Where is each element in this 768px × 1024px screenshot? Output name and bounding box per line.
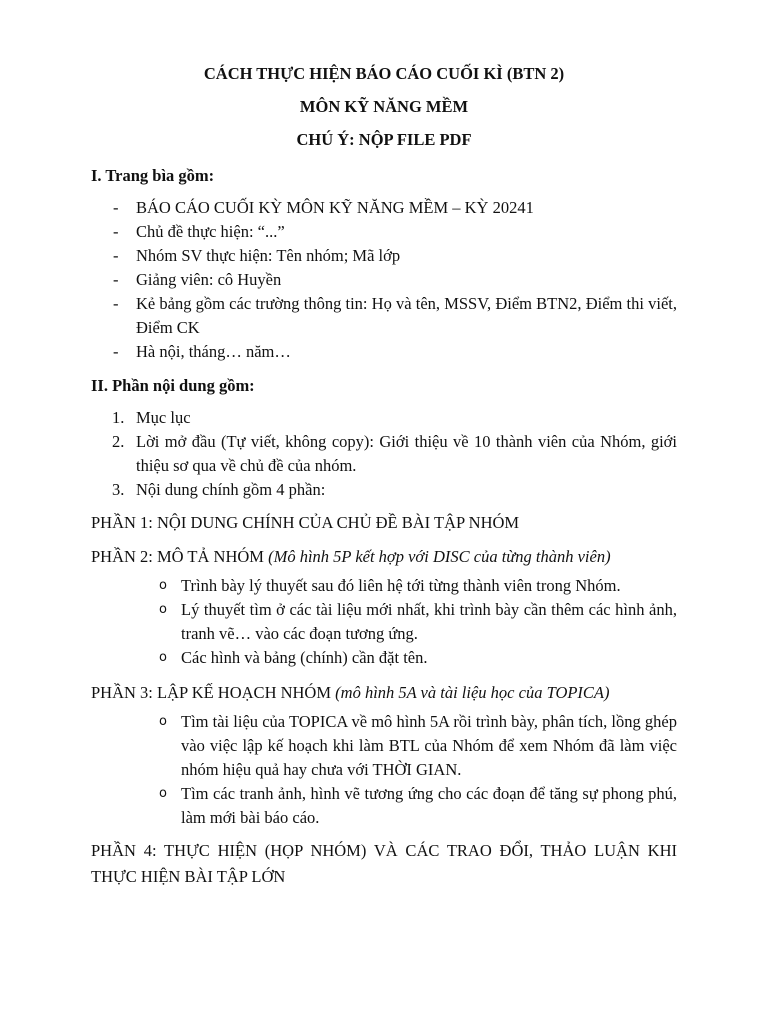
list-item: - BÁO CÁO CUỐI KỲ MÔN KỸ NĂNG MỀM – KỲ 20241	[91, 196, 677, 220]
list-item: 2. Lời mở đầu (Tự viết, không copy): Giới thiệu về 10 thành viên của Nhóm, giới thiệu sơ qua về chủ đề của nhóm.	[112, 432, 677, 475]
list-item: - Nhóm SV thực hiện: Tên nhóm; Mã lớp	[91, 244, 677, 268]
circle-bullet-icon: o	[159, 650, 167, 665]
list-item: - Hà nội, tháng… năm…	[91, 340, 677, 364]
list-item: - Chủ đề thực hiện: “...”	[91, 220, 677, 244]
list-item: o Tìm các tranh ảnh, hình vẽ tương ứng cho các đoạn để tăng sự phong phú, làm mới bài báo cáo.	[159, 784, 677, 827]
list-item: o Tìm tài liệu của TOPICA về mô hình 5A rồi trình bày, phân tích, lồng ghép vào việc lập kế hoạch khi làm BTL của Nhóm để xem Nhóm đã làm việc nhóm hiệu quả hay chưa với THỜI GIAN.	[159, 712, 677, 779]
section-2-heading: II. Phần nội dung gồm:	[91, 376, 255, 395]
list-item: o Các hình và bảng (chính) cần đặt tên.	[91, 646, 677, 670]
dash-marker: -	[113, 246, 119, 265]
list-item: 1. Mục lục	[112, 408, 191, 427]
part-2-heading: PHẦN 2: MÔ TẢ NHÓM (Mô hình 5P kết hợp với DISC của từng thành viên)	[91, 547, 611, 566]
list-item: - Kẻ bảng gồm các trường thông tin: Họ và tên, MSSV, Điểm BTN2, Điểm thi viết, Điểm CK	[113, 294, 677, 337]
section-1-heading: I. Trang bìa gồm:	[91, 166, 215, 185]
circle-bullet-icon: o	[159, 714, 167, 729]
list-item: 3. Nội dung chính gồm 4 phần:	[112, 480, 326, 499]
dash-marker: -	[113, 270, 119, 289]
circle-bullet-icon: o	[159, 786, 167, 801]
circle-bullet-icon: o	[159, 602, 167, 617]
dash-marker: -	[113, 222, 119, 241]
list-item: - Giảng viên: cô Huyền	[91, 268, 677, 292]
part-3-heading: PHẦN 3: LẬP KẾ HOẠCH NHÓM (mô hình 5A và tài liệu học của TOPICA)	[91, 683, 610, 702]
notice-title: CHÚ Ý: NỘP FILE PDF	[296, 130, 472, 149]
document-title: CÁCH THỰC HIỆN BÁO CÁO CUỐI KÌ (BTN 2)	[203, 64, 565, 83]
dash-marker: -	[113, 198, 119, 217]
part-4-heading: PHẦN 4: THỰC HIỆN (HỌP NHÓM) VÀ CÁC TRAO ĐỔI, THẢO LUẬN KHI THỰC HIỆN BÀI TẬP LỚN	[91, 841, 677, 886]
content-list	[91, 406, 677, 502]
circle-bullet-icon: o	[159, 578, 167, 593]
subject-title: MÔN KỸ NĂNG MỀM	[299, 97, 469, 116]
list-item: o Trình bày lý thuyết sau đó liên hệ tới từng thành viên trong Nhóm.	[91, 574, 677, 598]
part-1-heading: PHẦN 1: NỘI DUNG CHÍNH CỦA CHỦ ĐỀ BÀI TẬP NHÓM	[91, 513, 520, 532]
part-3-list	[91, 710, 677, 830]
cover-page-list	[91, 196, 677, 364]
list-item: o Lý thuyết tìm ở các tài liệu mới nhất, khi trình bày cần thêm các hình ảnh, tranh vẽ… vào các đoạn tương ứng.	[159, 600, 677, 643]
part-2-list	[91, 574, 677, 670]
dash-marker: -	[113, 342, 119, 361]
dash-marker: -	[113, 294, 119, 313]
